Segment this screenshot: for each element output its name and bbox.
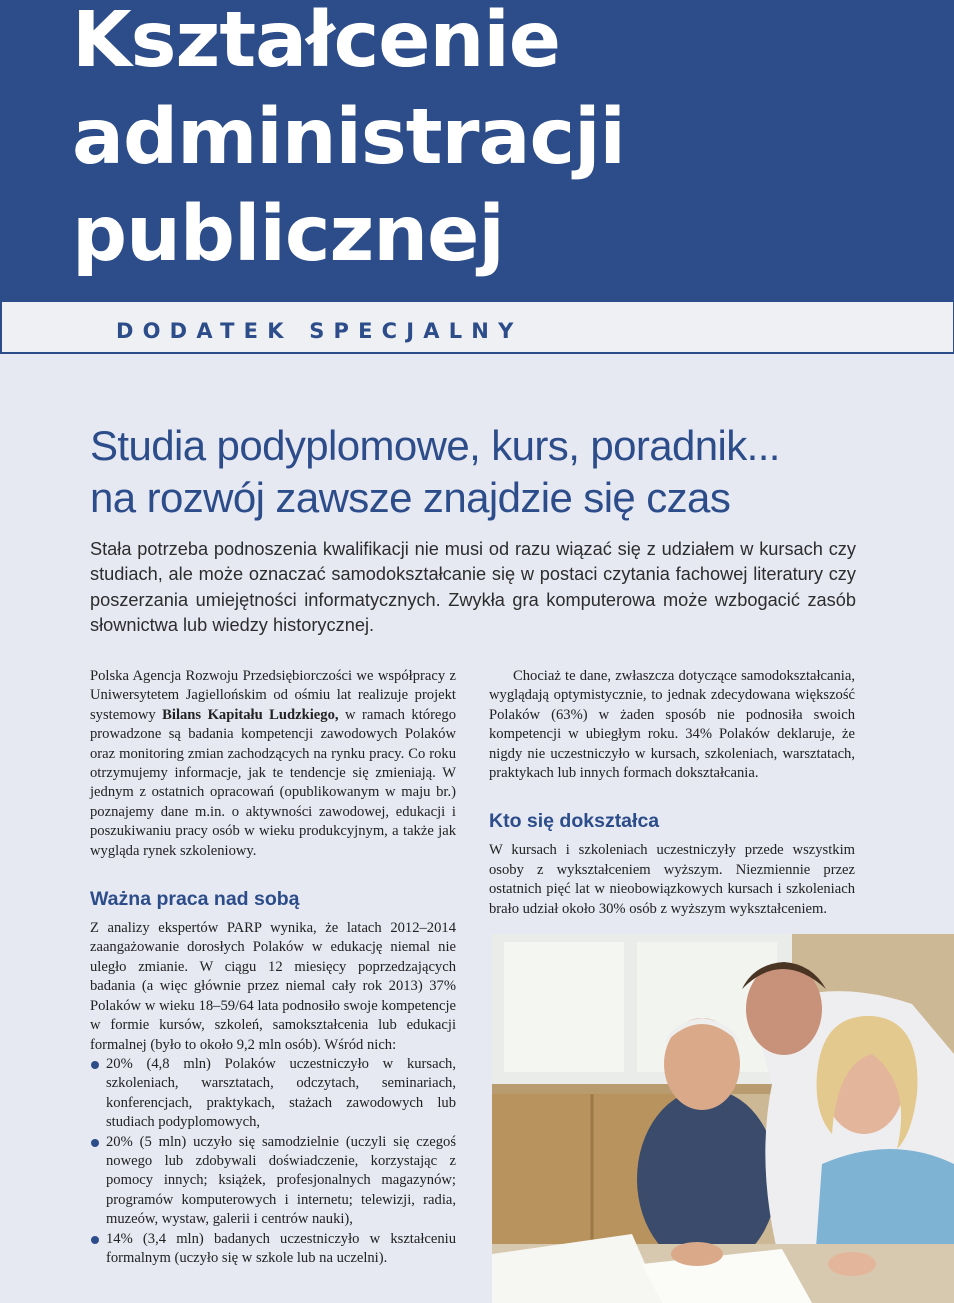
header-banner bbox=[0, 0, 954, 302]
right-intro-paragraph: Chociaż te dane, zwłaszcza dotyczące samodokształcania, wyglądają optymistycznie, to jednak zdecydowana większość Polaków (63%) w żaden sposób nie podnosiła swoich kompetencji w ubiegłym roku. 34% Polaków deklaruje, że nigdy nie uczestniczyło w kursach, szkoleniach, warsztatach, praktykach lub innych formach dokształcania. bbox=[489, 668, 855, 782]
list-item: 14% (3,4 mln) badanych uczestniczyło w kształceniu formalnym (uczyło się w szkole lub na uczelni). bbox=[90, 1230, 456, 1269]
section-2-paragraph: W kursach i szkoleniach uczestniczyły przede wszystkim osoby z wykształceniem wyższym. Niezmiennie przez ostatnich pięć lat w nieobowiązkowych kursach i szkoleniach brało udział około 30% osób z wyższym wykształceniem. bbox=[489, 842, 855, 917]
project-name: Bilans Kapitału Ludzkiego, bbox=[162, 706, 339, 723]
title-line-1: Kształcenie bbox=[72, 0, 560, 85]
title-line-3: publicznej bbox=[72, 190, 504, 279]
photo-illustration bbox=[492, 934, 954, 1303]
article-photo bbox=[492, 934, 954, 1303]
subheading-who-learns: Kto się dokształca bbox=[489, 810, 660, 833]
statistics-list bbox=[90, 1055, 456, 1268]
headline-line-2: na rozwój zawsze znajdzie się czas bbox=[90, 474, 731, 521]
right-column bbox=[489, 667, 855, 919]
magazine-title bbox=[72, 0, 625, 283]
list-item: 20% (5 mln) uczyło się samodzielnie (uczyli się czegoś nowego lub zdobywali doświadczenie, korzystając z pomocy innych; książek, profesjonalnych magazynów; programów komputerowych i internetu; telewizji, radia, muzeów, wystaw, galerii i centrów nauki), bbox=[90, 1133, 456, 1230]
list-item: 20% (4,8 mln) Polaków uczestniczyło w kursach, szkoleniach, warsztatach, odczytach, seminariach, konferencjach, praktykach, stażach zawodowych lub studiach podyplomowych, bbox=[90, 1055, 456, 1133]
subheading-important-work: Ważna praca nad sobą bbox=[90, 888, 300, 911]
section-label: DODATEK SPECJALNY bbox=[116, 319, 523, 343]
article-lead: Stała potrzeba podnoszenia kwalifikacji nie musi od razu wiązać się z udziałem w kursach czy studiach, ale może oznaczać samodokształcanie się w postaci czytania fachowej literatury czy poszerzania umiejętności informatycznych. Zwykła gra komputerowa może wzbogacić zasób słownictwa lub wiedzy historycznej. bbox=[90, 539, 856, 635]
headline-line-1: Studia podyplomowe, kurs, poradnik... bbox=[90, 422, 780, 469]
left-column bbox=[90, 667, 456, 1268]
article-headline bbox=[90, 420, 910, 524]
left-intro-paragraph bbox=[90, 667, 456, 861]
left-intro-after: w ramach którego prowadzone są badania kompetencji zawodowych Polaków oraz monitoring zmian zachodzących na rynku pracy. Co roku otrzymujemy informacje, jak te tendencje się zmieniają. W jednym z ostatnich opracowań (opublikowanym w maju br.) poznajemy dane m.in. o aktywności zawodowej, edukacji i poszukiwaniu pracy osób w wieku produkcyjnym, a także jak wygląda rynek szkoleniowy. bbox=[90, 706, 457, 859]
title-line-2: administracji bbox=[72, 93, 625, 182]
left-intro-before: Polska Agencja Rozwoju Przedsiębiorczości we współpracy z Uniwersytetem Jagiellońskim od ośmiu lat realizuje projekt systemowy bbox=[90, 668, 456, 723]
section-1-paragraph: Z analizy ekspertów PARP wynika, że latach 2012–2014 zaangażowanie dorosłych Polaków w edukację niemal nie uległo zmianie. W ciągu 12 miesięcy poprzedzających badania (a więc głównie przez niemal cały rok 2013) 37% Polaków w wieku 18–59/64 lata podnosiło swoje kompetencje w formie kursów, szkoleń, samokształcenia lub edukacji formalnej (było to około 9,2 mln osób). Wśród nich: bbox=[90, 920, 456, 1053]
